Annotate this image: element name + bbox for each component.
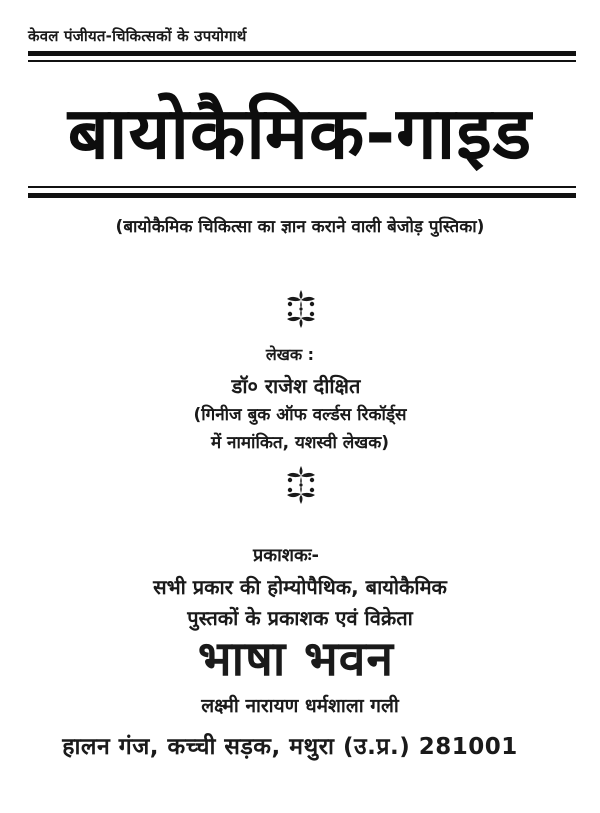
publisher-label: प्रकाशकः- <box>253 545 319 566</box>
author-label: लेखक : <box>265 345 315 364</box>
bottom-rule-thick <box>28 193 576 198</box>
publisher-description-line2: पुस्तकों के प्रकाशक एवं विक्रेता <box>187 606 413 630</box>
floral-ornament-icon <box>284 288 318 330</box>
author-name: डॉ० राजेश दीक्षित <box>231 374 361 398</box>
publisher-name: भाषा भवन <box>197 631 395 687</box>
publisher-description-line1: सभी प्रकार की होम्योपैथिक, बायोकैमिक <box>153 575 447 599</box>
bottom-rule-thin <box>28 186 576 188</box>
book-title: बायोकैमिक-गाइड <box>67 91 533 175</box>
book-subtitle: (बायोकैमिक चिकित्सा का ज्ञान कराने वाली बेजोड़ पुस्तिका) <box>115 217 485 237</box>
author-note-line2: में नामांकित, यशस्वी लेखक) <box>210 433 390 453</box>
floral-ornament-icon <box>284 464 318 506</box>
author-note-line1: (गिनीज बुक ऑफ वर्ल्डस रिकॉर्ड्स <box>193 405 407 425</box>
top-rule-thin <box>28 60 576 62</box>
publisher-address-line2: हालन गंज, कच्ची सड़क, मथुरा (उ.प्र.) 281001 <box>62 734 518 760</box>
publisher-address-line1: लक्ष्मी नारायण धर्मशाला गली <box>201 695 399 717</box>
usage-note: केवल पंजीयत-चिकित्सकों के उपयोगार्थ <box>28 27 247 45</box>
top-rule-thick <box>28 51 576 56</box>
